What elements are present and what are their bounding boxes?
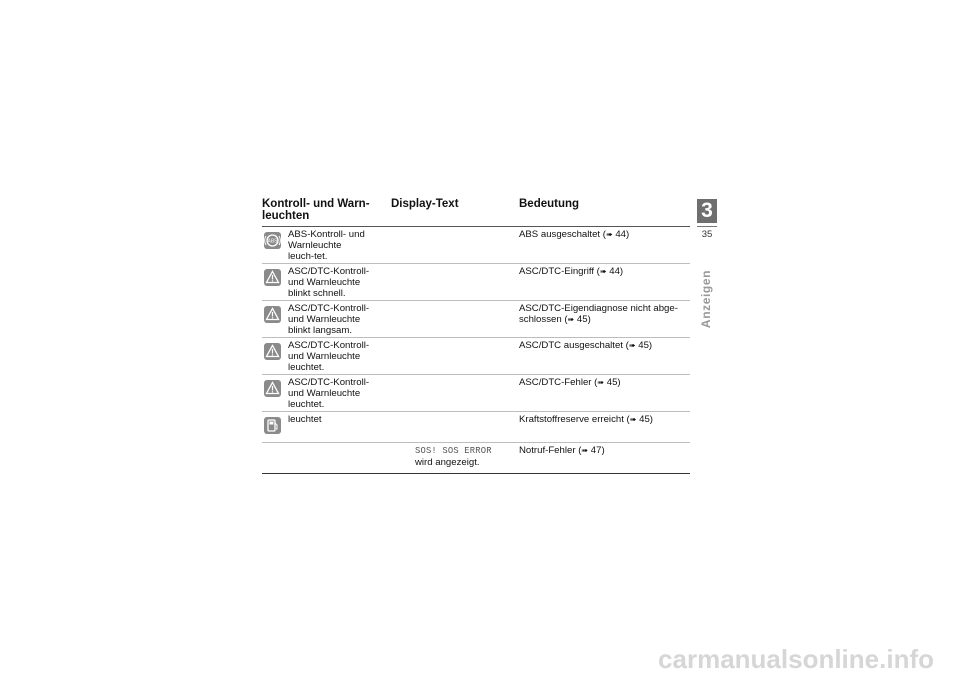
indicator-table <box>262 196 690 474</box>
fuel-reserve-icon <box>264 417 281 434</box>
meaning-cell: ASC/DTC-Fehler (➠ 45) <box>519 377 621 388</box>
page-number: 35 <box>701 229 713 240</box>
section-label <box>693 270 721 340</box>
table-row <box>262 227 690 264</box>
display-text-cell <box>415 445 515 468</box>
svg-text:ABS: ABS <box>267 238 278 245</box>
divider <box>697 226 717 227</box>
abs-warning-icon <box>264 232 281 249</box>
lamp-description: ASC/DTC-Kontroll- und Warnleuchte leuchtet. <box>288 377 370 410</box>
asc-dtc-warning-icon <box>264 306 281 323</box>
header-meaning: Bedeutung <box>519 198 580 210</box>
meaning-cell: ASC/DTC-Eingriff (➠ 44) <box>519 266 624 277</box>
chapter-number: 3 <box>697 199 717 223</box>
lamp-description: ASC/DTC-Kontroll- und Warnleuchte blinkt schnell. <box>288 266 370 299</box>
table-row <box>262 301 690 338</box>
meaning-cell: Notruf-Fehler (➠ 47) <box>519 445 605 456</box>
table-row <box>262 375 690 412</box>
header-display-text: Display-Text <box>391 198 459 210</box>
table-row <box>262 264 690 301</box>
meaning-cell: ABS ausgeschaltet (➠ 44) <box>519 229 630 240</box>
lamp-description: leuchtet <box>288 414 322 425</box>
display-message: SOS! SOS ERROR <box>415 446 492 456</box>
asc-dtc-warning-icon <box>264 343 281 360</box>
asc-dtc-warning-icon <box>264 380 281 397</box>
header-lamps: Kontroll- und Warn- leuchten <box>262 198 370 222</box>
meaning-cell: ASC/DTC ausgeschaltet (➠ 45) <box>519 340 653 351</box>
meaning-cell: ASC/DTC-Eigendiagnose nicht abge-schlossen (➠ 45) <box>519 303 678 325</box>
asc-dtc-warning-icon <box>264 269 281 286</box>
table-header <box>262 196 690 227</box>
table-row <box>262 412 690 443</box>
table-row <box>262 338 690 375</box>
lamp-description: ASC/DTC-Kontroll- und Warnleuchte blinkt langsam. <box>288 303 370 336</box>
lamp-description: ASC/DTC-Kontroll- und Warnleuchte leuchtet. <box>288 340 370 373</box>
lamp-description: ABS-Kontroll- und Warnleuchte leuch-tet. <box>288 229 365 262</box>
table-row <box>262 443 690 474</box>
meaning-cell: Kraftstoffreserve erreicht (➠ 45) <box>519 414 653 425</box>
section-title: Anzeigen <box>699 269 713 329</box>
watermark: carmanualsonline.info <box>658 644 934 674</box>
display-note: wird angezeigt. <box>415 457 480 468</box>
chapter-tab <box>697 199 717 240</box>
